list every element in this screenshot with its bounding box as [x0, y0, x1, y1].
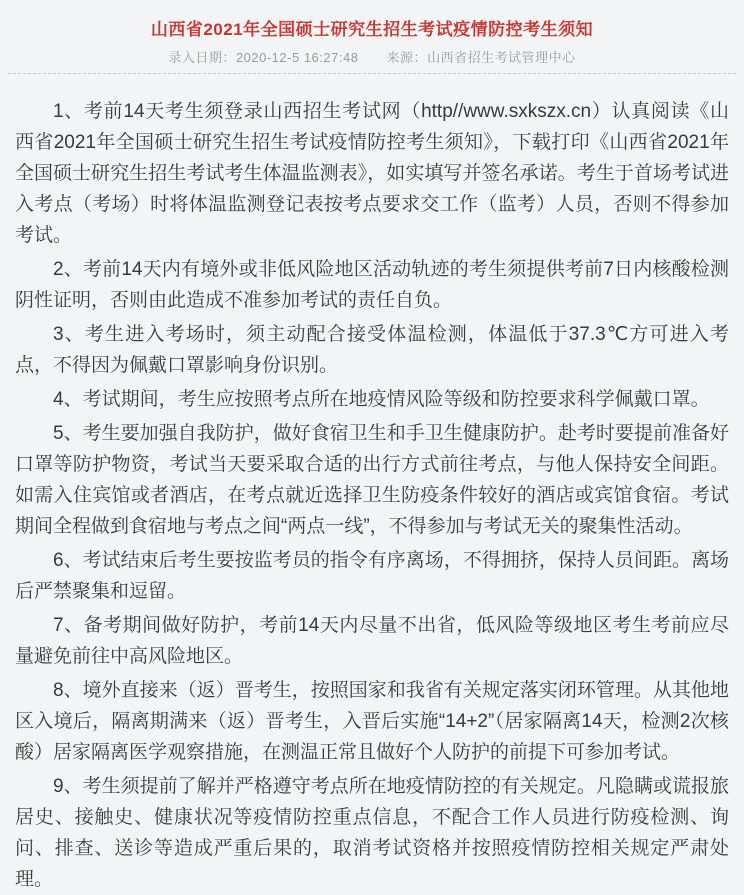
- notice-paragraph-8: 8、境外直接来（返）晋考生，按照国家和我省有关规定落实闭环管理。从其他地区入境后，隔离期满来（返）晋考生，入晋后实施“14+2”（居家隔离14天，检测2次核酸）居家隔离医学观察措施，在测温正常且做好个人防护的前提下可参加考试。: [15, 680, 729, 763]
- page-title: 山西省2021年全国硕士研究生招生考试疫情防控考生须知: [150, 20, 594, 39]
- entry-date-group: [168, 49, 358, 66]
- entry-date-value: 2020-12-5 16:27:48: [235, 50, 359, 65]
- notice-paragraph-7: 7、备考期间做好防护，考前14天内尽量不出省，低风险等级地区考生考前应尽量避免前往中高风险地区。: [15, 615, 729, 667]
- source-value: 山西省招生考试管理中心: [427, 50, 576, 65]
- notice-paragraph-4: 4、考试期间，考生应按照考点所在地疫情风险等级和防控要求科学佩戴口罩。: [53, 389, 710, 410]
- source-label: 来源：: [386, 50, 428, 65]
- notice-paragraph-5: 5、考生要加强自我防护，做好食宿卫生和手卫生健康防护。赴考时要提前准备好口罩等防护物资，考试当天要采取合适的出行方式前往考点，与他人保持安全间距。如需入住宾馆或者酒店，在考点就近选择卫生防疫条件较好的酒店或宾馆食宿。考试期间全程做到食宿地与考点之间“两点一线”，不得参加与考试无关的聚集性活动。: [15, 423, 729, 537]
- notice-body: [0, 74, 744, 895]
- notice-paragraph-2: 2、考前14天内有境外或非低风险地区活动轨迹的考生须提供考前7日内核酸检测阴性证明，否则由此造成不准参加考试的责任自负。: [15, 259, 729, 311]
- notice-paragraph-3: 3、考生进入考场时，须主动配合接受体温检测，体温低于37.3℃方可进入考点，不得因为佩戴口罩影响身份识别。: [15, 324, 729, 376]
- notice-paragraph-6: 6、考试结束后考生要按监考员的指令有序离场，不得拥挤，保持人员间距。离场后严禁聚集和逗留。: [15, 550, 729, 602]
- meta-row: [0, 49, 744, 66]
- source-group: [387, 49, 576, 66]
- notice-paragraph-9: 9、考生须提前了解并严格遵守考点所在地疫情防控的有关规定。凡隐瞒或谎报旅居史、接触史、健康状况等疫情防控重点信息，不配合工作人员进行防疫检测、询问、排查、送诊等造成严重后果的，取消考试资格并按照疫情防控相关规定严肃处理。: [15, 776, 729, 890]
- notice-paragraph-1: 1、考前14天考生须登录山西招生考试网（http//www.sxkszx.cn）认真阅读《山西省2021年全国硕士研究生招生考试疫情防控考生须知》，下载打印《山西省2021年全国硕士研究生招生考试考生体温监测表》，如实填写并签名承诺。考生于首场考试进入考点（考场）时将体温监测登记表按考点要求交工作（监考）人员，否则不得参加考试。: [15, 101, 729, 246]
- entry-date-label: 录入日期：: [168, 50, 236, 65]
